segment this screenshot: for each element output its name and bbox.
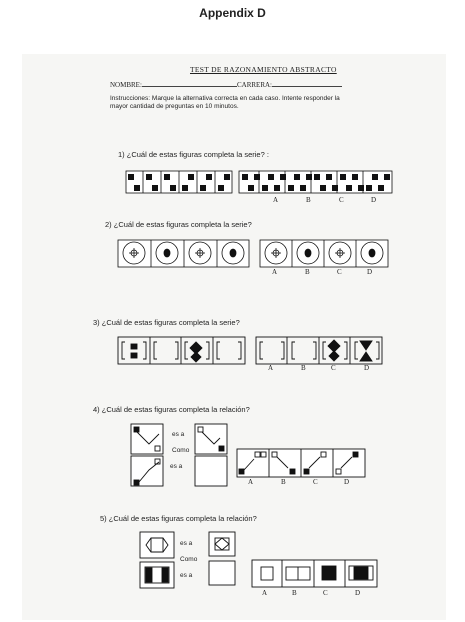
q4-options xyxy=(237,449,365,477)
q1-option-b: B xyxy=(306,196,311,204)
q5-option-a: A xyxy=(262,589,268,597)
question-text: ¿Cuál de estas figuras completa la serie? xyxy=(101,318,240,327)
question-suffix: : xyxy=(266,150,269,159)
test-figures xyxy=(22,54,446,620)
q3-option-a: A xyxy=(268,364,274,372)
q1-option-c: C xyxy=(339,196,344,204)
q4-es-a-1: es a xyxy=(172,431,185,438)
question-number: 4) xyxy=(93,405,100,414)
career-label: CARRERA: xyxy=(237,81,273,89)
q2-option-a: A xyxy=(272,268,278,276)
q2-option-c: C xyxy=(337,268,342,276)
q4-es-a-2: es a xyxy=(170,463,183,470)
q2-series xyxy=(118,240,249,267)
q4-option-b: B xyxy=(281,478,286,486)
q2-option-b: B xyxy=(305,268,310,276)
q4-option-a: A xyxy=(248,478,254,486)
question-text: ¿Cuál de estas figuras completa la relación? xyxy=(108,514,257,523)
q5-option-c: C xyxy=(323,589,328,597)
question-text: ¿Cuál de estas figuras completa la serie? xyxy=(113,220,252,229)
q3-option-d: D xyxy=(364,364,370,372)
question-number: 2) xyxy=(105,220,112,229)
question-number: 5) xyxy=(100,514,107,523)
q5-option-b: B xyxy=(292,589,297,597)
q2-options xyxy=(260,240,388,267)
instructions-line-2: mayor cantidad de preguntas en 10 minutos. xyxy=(110,103,239,110)
question-text: ¿Cuál de estas figuras completa la serie? xyxy=(126,150,265,159)
q5-es-a-1: es a xyxy=(180,540,193,547)
q3-options xyxy=(256,337,382,364)
question-number: 3) xyxy=(93,318,100,327)
q2-option-d: D xyxy=(367,268,373,276)
question-number: 1) xyxy=(118,150,125,159)
q1-option-a: A xyxy=(273,196,279,204)
instructions-line-1: Instrucciones: Marque la alternativa correcta en cada caso. Intente responder la xyxy=(110,95,340,102)
q4-como: Como xyxy=(172,447,190,454)
q4-option-d: D xyxy=(344,478,350,486)
q3-option-b: B xyxy=(301,364,306,372)
test-title: TEST DE RAZONAMIENTO ABSTRACTO xyxy=(190,65,337,74)
q5-relation xyxy=(140,532,235,588)
q4-relation xyxy=(131,424,227,486)
question-text: ¿Cuál de estas figuras completa la relación? xyxy=(101,405,250,414)
q5-es-a-2: es a xyxy=(180,572,193,579)
q3-series xyxy=(118,337,245,364)
name-label: NOMBRE: xyxy=(110,81,142,89)
q1-option-d: D xyxy=(371,196,377,204)
q4-option-c: C xyxy=(313,478,318,486)
q5-option-d: D xyxy=(355,589,361,597)
q3-option-c: C xyxy=(331,364,336,372)
scanned-test-sheet xyxy=(22,54,446,620)
q5-options xyxy=(252,560,377,587)
q1-options-strip xyxy=(239,171,392,193)
q1-series-strip xyxy=(126,171,232,193)
q5-como: Como xyxy=(180,556,198,563)
appendix-caption: Appendix D xyxy=(199,6,266,20)
